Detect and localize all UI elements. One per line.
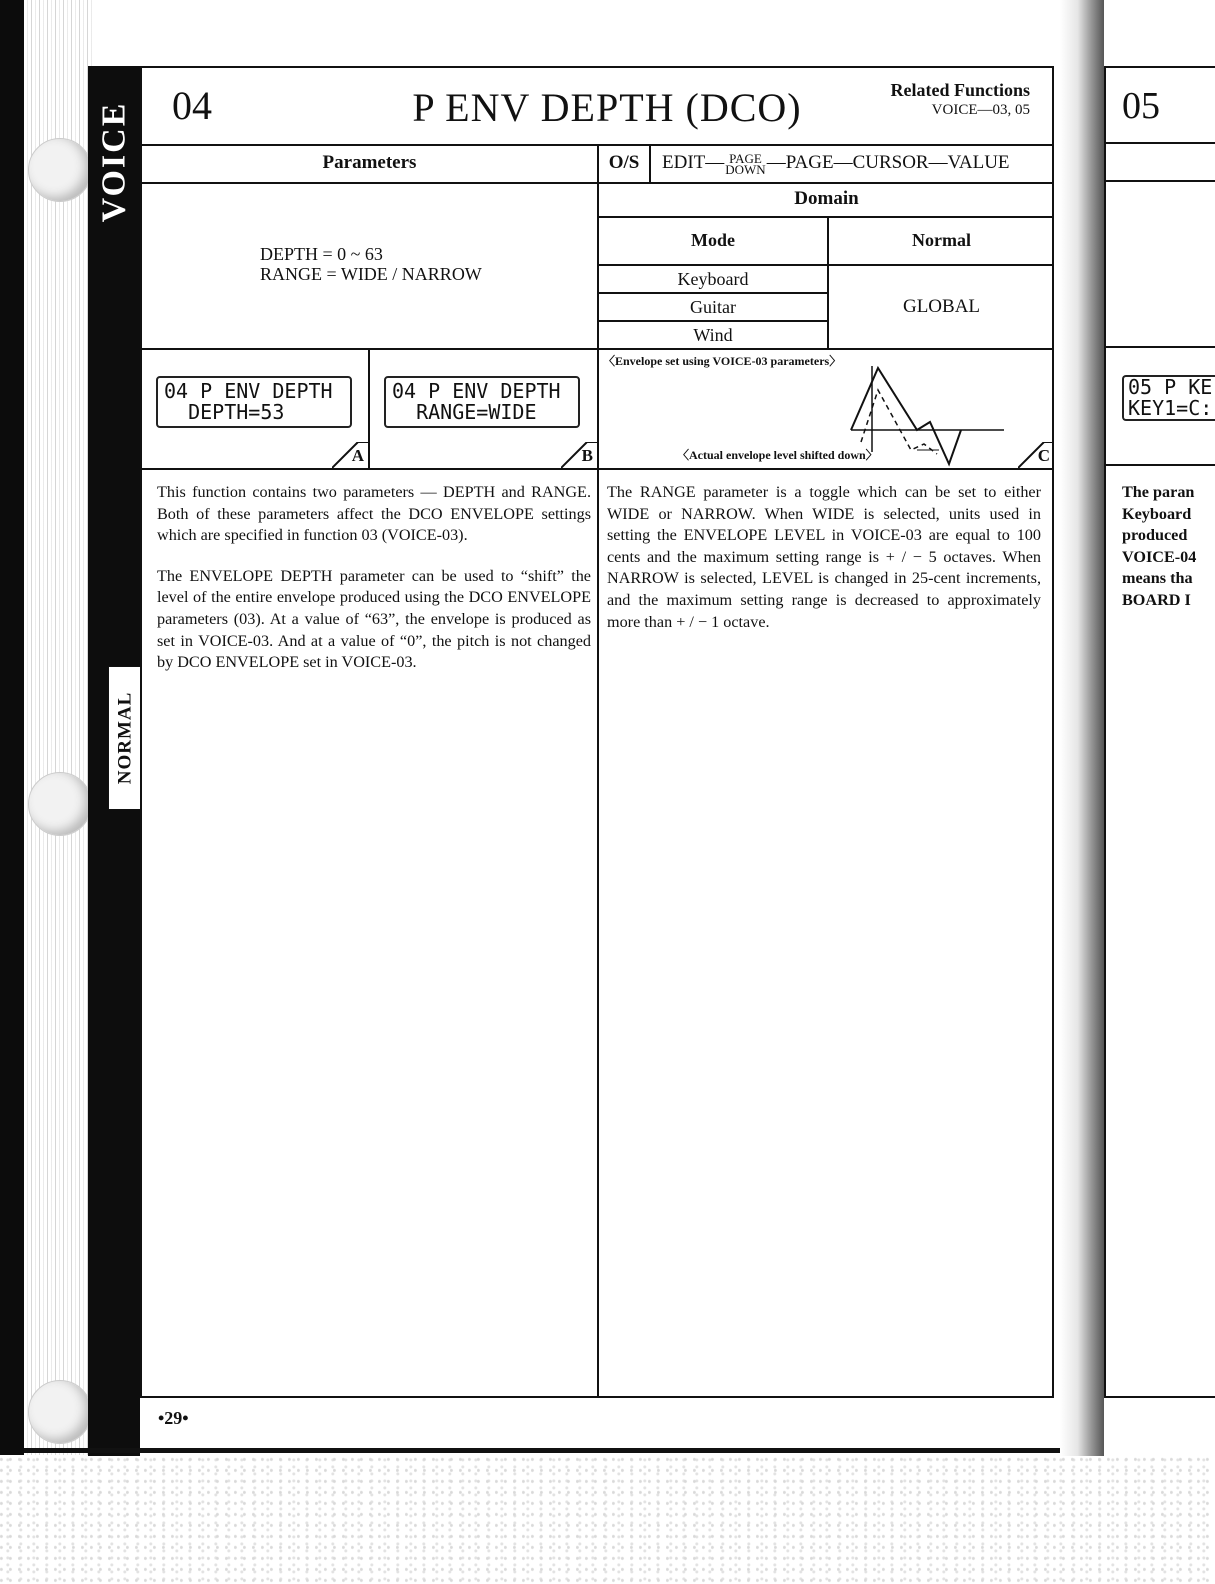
display-a-panel [142, 350, 370, 468]
body-left-column [157, 482, 591, 693]
next-page-rule-1 [1106, 142, 1215, 144]
display-b-line2: RANGE=WIDE [392, 400, 537, 424]
display-c-letter: C [1037, 446, 1050, 465]
next-page-rule-2 [1106, 180, 1215, 182]
display-a-line1: 04 P ENV DEPTH [164, 379, 333, 403]
envelope-diagram-panel [599, 350, 1054, 468]
scan-grain [0, 1455, 1215, 1584]
page-bottom-rule [24, 1448, 1069, 1453]
domain-table [599, 182, 1054, 348]
display-b-lcd [384, 376, 580, 428]
function-number: 04 [172, 83, 212, 128]
display-a-lcd [156, 376, 352, 428]
display-b-line1: 04 P ENV DEPTH [392, 379, 561, 403]
mode-heading: Mode [599, 216, 829, 266]
next-page-rule-4 [1106, 464, 1215, 466]
nav-page-top: PAGE [729, 150, 762, 166]
nav-rest: —PAGE—CURSOR—VALUE [766, 152, 1010, 173]
envelope-caption-top: 〈Envelope set using VOICE-03 parameters〉 [603, 354, 842, 368]
function-sheet [140, 66, 1054, 1398]
next-page-lcd: 05 P KE KEY1=C: [1122, 375, 1215, 421]
mode-wind: Wind [599, 322, 829, 348]
envelope-caption-bottom: 〈Actual envelope level shifted down〉 [677, 448, 878, 462]
related-functions-value: VOICE—03, 05 [931, 102, 1030, 118]
parameters-row [142, 144, 1052, 184]
page-number: •29• [158, 1408, 189, 1428]
display-b-panel [370, 350, 599, 468]
binder-hole-top [28, 138, 92, 202]
body-left-paragraph-2: The ENVELOPE DEPTH parameter can be used to “shift” the level of the entire envelope produced using the DCO ENVELOPE parameters (03). At a value of “63”, the envelope is produced as set in VOICE-03. And at a value of “0”, the pitch is not changed by DCO ENVELOPE set in VOICE-03. [157, 566, 591, 672]
binding-edge [0, 0, 24, 1455]
binder-hole-bottom [28, 1380, 92, 1444]
mode-keyboard: Keyboard [599, 266, 829, 294]
domain-heading: Domain [599, 182, 1054, 218]
normal-tab [108, 666, 142, 810]
body-right-column [607, 482, 1041, 652]
range-options: RANGE = WIDE / NARROW [260, 264, 482, 284]
next-page-fragment [1104, 66, 1215, 1398]
next-page-rule-3 [1106, 346, 1215, 348]
voice-tab [88, 66, 140, 258]
voice-tab-label: VOICE [95, 101, 133, 223]
os-heading: O/S [599, 144, 651, 182]
page-gutter-shadow [1060, 0, 1104, 1456]
next-page-text: The paran Keyboard produced VOICE-04 means tha BOARD I [1122, 483, 1197, 609]
binding-page-edges [24, 0, 94, 1455]
navigation-path [662, 152, 1010, 175]
display-b-letter: B [581, 446, 593, 465]
function-header [142, 68, 1052, 146]
domain-global: GLOBAL [902, 296, 981, 317]
function-title: P ENV DEPTH (DCO) [412, 85, 802, 130]
parameters-heading: Parameters [142, 144, 599, 182]
column-divider [597, 466, 599, 1396]
next-page-number: 05 [1122, 85, 1160, 127]
mode-guitar: Guitar [599, 294, 829, 322]
display-a-line2: DEPTH=53 [164, 400, 285, 424]
nav-edit: EDIT— [662, 152, 725, 173]
parameter-ranges [142, 182, 599, 348]
body-left-paragraph-1: This function contains two parameters — DEPTH and RANGE. Both of these parameters affect the DCO ENVELOPE settings which are specified in function 03 (VOICE-03). [157, 483, 591, 545]
binder-hole-middle [28, 772, 92, 836]
nav-page-down [725, 150, 766, 177]
body-right-paragraph-1: The RANGE parameter is a toggle which can be set to either WIDE or NARROW. When WIDE is selected, units used in setting the ENVELOPE LEVEL in VOICE-03 are equal to 100 cents and the maximum setting range is + / − 5 octaves. When NARROW is selected, LEVEL is changed in 25-cent increments, and the maximum setting range is decreased to approximately more than + / − 1 octave. [607, 483, 1041, 631]
related-functions-label: Related Functions [890, 80, 1030, 100]
depth-range: DEPTH = 0 ~ 63 [260, 244, 383, 264]
display-a-letter: A [351, 446, 364, 465]
normal-heading: Normal [829, 216, 1054, 266]
display-examples [142, 348, 1052, 470]
nav-page-bottom: DOWN [725, 161, 766, 177]
normal-tab-label: NORMAL [114, 691, 135, 785]
